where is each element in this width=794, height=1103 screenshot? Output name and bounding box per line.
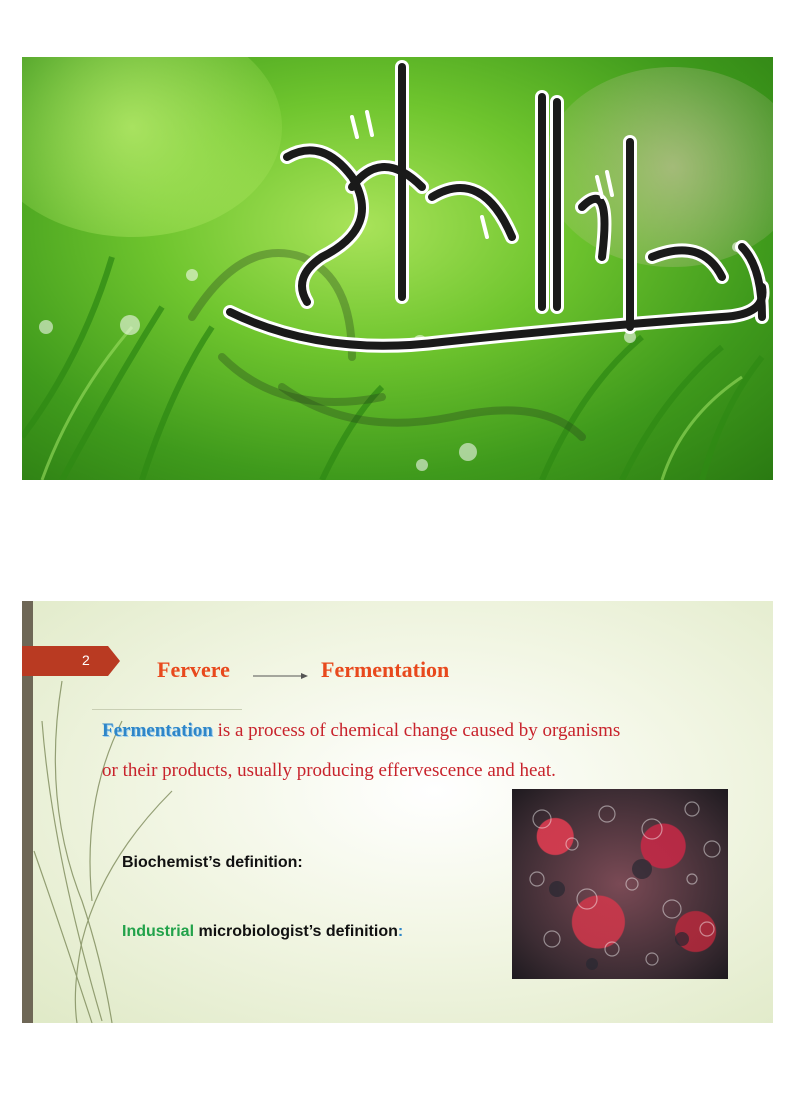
definition-line-2: or their products, usually producing effervescence and heat. (102, 760, 556, 781)
fermentation-bubbles-photo (512, 789, 728, 979)
biochemist-colon: : (297, 854, 303, 871)
industrial-word: Industrial (122, 923, 195, 940)
slide-number: 2 (82, 652, 90, 668)
arrow-right-icon (253, 673, 308, 679)
title-fervere: Fervere (157, 657, 230, 682)
definition-text-1: is a process of chemical change caused by organisms (212, 720, 621, 741)
divider (92, 709, 242, 710)
microbiologist-text: microbiologist’s definition (194, 923, 398, 940)
calligraphy-slide (22, 57, 773, 480)
biochemist-definition-label (122, 854, 303, 872)
title-fermentation: Fermentation (321, 657, 450, 682)
slide-number-tag (22, 646, 120, 676)
definition-line-1 (102, 720, 620, 742)
industrial-definition-label (122, 923, 403, 941)
grass-and-calligraphy-image (22, 57, 773, 480)
keyword-fermentation: Fermentation (102, 720, 213, 741)
industrial-colon: : (397, 923, 404, 940)
fermentation-slide (22, 601, 773, 1023)
biochemist-text: Biochemist’s definition (122, 854, 298, 871)
